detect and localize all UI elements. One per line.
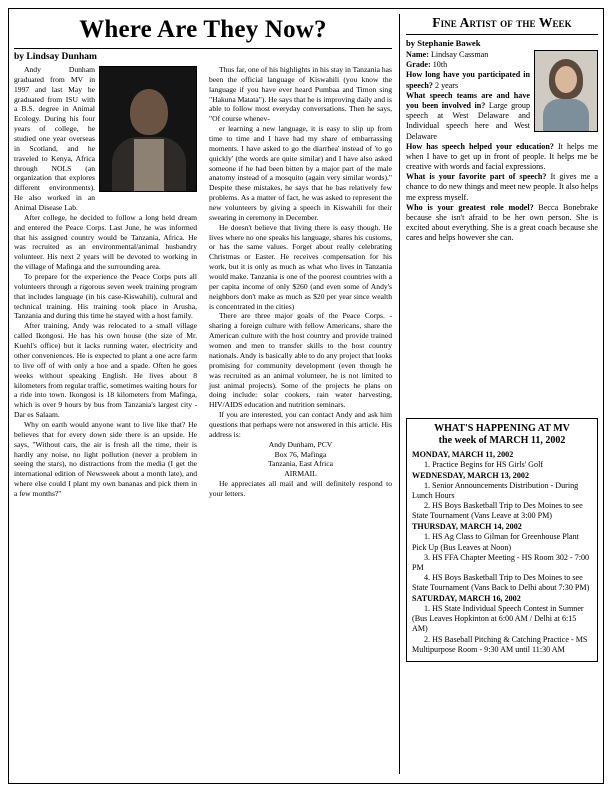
event-day-heading: MONDAY, MARCH 11, 2002 — [412, 449, 514, 459]
events-box — [406, 418, 598, 662]
main-article — [14, 14, 392, 774]
photo-shirt-shape — [134, 139, 164, 192]
article-photo — [99, 66, 197, 192]
artist-answer: Large group speech at West Delaware and Individual speech here and West Delaware — [406, 100, 530, 141]
artist-question: Grade: — [406, 60, 431, 70]
event-item: 1. HS Ag Class to Gilman for Greenhouse Plant Pick Up (Bus Leaves at Noon) — [412, 532, 579, 552]
artist-answer: 10th — [430, 60, 448, 70]
article-paragraph: After training, Andy was relocated to a small village called Ikongosi. He has his own house (the size of Mr. Kuehl's office) but it lacks running water, electricity and other conveniences. He is expected to plant a one acre farm to live off of with only a hoe and a spade. Often he goes weeks without speaking English. He lives about 8 kilometers from regular traffic, sometimes waiting hours for a ride into town. Ikongosi is 18 kilometers from Mafinga, which is over 9 hours by bus from Tanzania's largest city - Dar es Salaam. — [14, 321, 197, 420]
sidebar — [406, 14, 598, 774]
event-item: 1. Senior Announcements Distribution - During Lunch Hours — [412, 480, 579, 501]
artist-question: Who is your greatest role model? — [406, 202, 534, 212]
photo-face-shape — [130, 89, 168, 135]
event-day-heading: THURSDAY, MARCH 14, 2002 — [412, 522, 522, 532]
artist-title-divider — [406, 34, 598, 35]
artist-answer: 2 years — [432, 80, 459, 90]
article-paragraph: If you are interested, you can contact Andy and ask him questions that perhaps were not answered in this article. His address is: — [209, 410, 392, 439]
artist-photo-body-shape — [543, 99, 589, 132]
artist-section-title: Fine Artist of the Week — [432, 15, 572, 30]
artist-question: Name: — [406, 50, 429, 59]
event-day-heading: SATURDAY, MARCH 16, 2002 — [412, 594, 521, 604]
column-divider — [399, 14, 400, 774]
page-title: Where Are They Now? — [79, 16, 327, 43]
artist-qa-item — [406, 142, 598, 173]
address-line: Andy Dunham, PCV — [268, 439, 333, 449]
address-line: Tanzania, East Africa — [267, 459, 334, 469]
article-closing: He appreciates all mail and will definitely respond to your letters. — [209, 479, 392, 498]
artist-photo-face-shape — [555, 66, 577, 93]
event-item: 2. HS Baseball Pitching & Catching Practice - MS Multipurpose Room - 9:30 AM until 11:30 AM — [412, 634, 588, 654]
artist-answer: It helps me when I have to get up in front of people. It helps me be creative with words and facial expressions. — [406, 141, 598, 172]
artist-question: How long have you participated in speech? — [406, 70, 530, 90]
event-item: 2. HS Boys Basketball Trip to Des Moines to see State Tournament (Vans Leave at 3:00 PM) — [412, 501, 583, 521]
artist-byline: by Stephanie Bawek — [406, 38, 481, 48]
article-body — [14, 65, 392, 499]
article-paragraph: He doesn't believe that living there is easy though. He lives where no one speaks his language, shares his customs, or has the same values. Forget about really celebrating Christmas or Easter. He receives compensation for his work, but it is only as much as what who lives in Tanzania would make. Tanzania is one of the poorest countries with a per capita income of only $260 (and even some of Andy's neighbors don't make as much as $20 per year since wealth is concentrated in the cities) — [209, 222, 392, 311]
article-paragraph: er learning a new language, it is easy to slip up from time to time and I have had my share of embarrassing moments. I have asked to go the diarrhea' instead of 'to go quickly' (the words are quite similar) and I have also asked someone if he had been bitten by a major part of the male anatomy instead of a mosquito (again very similar words)." Despite these mistakes, he says that he has relatively few problems. As a matter of fact, he was asked to represent the new volunteers by giving a speech in Kiswahili for their swearing in ceremony in December. — [209, 124, 392, 222]
artist-question: What speech teams are and have you been involved in? — [406, 90, 530, 110]
article-paragraph: Thus far, one of his highlights in his stay in Tanzania has been the official language of Kiswahili (you know the language if you have ever heard Pumbaa and Timon sing "Hakuna Matata"). He says that he is improving daily and is able to follow most everyday conversations. Then he says, "Of course whenev- — [209, 65, 392, 124]
artist-answer: Becca Bonebrake because she isn't afraid to be her own person. She is excited about everything. She is a great coach because she cares and helps however she can. — [406, 202, 598, 243]
address-line: AIRMAIL — [284, 469, 317, 479]
article-paragraph: To prepare for the experience the Peace Corps puts all volunteers through a rigorous seven week training program that includes language (in his case-Kiswahili), cultural and technical training. His training took place in Arusha, Tanzania and during this time he stayed with a host family. — [14, 272, 197, 321]
article-byline: by Lindsay Dunham — [14, 52, 97, 62]
artist-question: How has speech helped your education? — [406, 141, 554, 151]
event-item: 1. HS State Individual Speech Contest in Sumner (Bus Leaves Hopkinton at 6:00 AM / Delhi at 6:15 AM) — [412, 604, 584, 634]
article-paragraph: Andy Dunham graduated from MV in 1997 and last May he graduated from ISU with a B.S. degree in Animal Ecology. During his four years of college, he studied one year overseas in Scotland, and he traveled to Kenya, Africa through NOLS (an organization that explores different environments). He also worked in an Animal Disease Lab. — [14, 65, 95, 213]
artist-photo — [534, 50, 598, 132]
page-content — [14, 14, 598, 778]
article-paragraph: Why on earth would anyone want to live like that? He believes that for every down side there is an upside. He says, "Without cars, the air is fresh all the time, their is hardly any noise, no light pollution (never a problem in seeing the stars), no distractions from the media (I get the international edition of Newsweek about a month late), and where else could I plant my own bananas and pick them in a few months?" — [14, 419, 197, 498]
headline-divider — [14, 48, 392, 49]
artist-answer: It gives me a chance to do new things and meet new people. It also helps me express myself. — [406, 172, 599, 202]
event-item: 1. Practice Begins for HS Girls' Golf — [424, 459, 544, 469]
artist-qa-list — [406, 50, 598, 244]
event-day-heading: WEDNESDAY, MARCH 13, 2002 — [412, 470, 529, 480]
artist-answer: Lindsay Cassman — [428, 50, 489, 59]
events-title — [412, 423, 592, 447]
artist-qa-item — [406, 172, 598, 203]
address-line: Box 76, Mafinga — [274, 449, 327, 459]
events-title-line2: the week of MARCH 11, 2002 — [438, 434, 566, 446]
artist-qa-item — [406, 203, 598, 244]
event-item: 4. HS Boys Basketball Trip to Des Moines to see State Tournament (Vans Back to Delhi about 7:30 PM) — [412, 572, 590, 593]
events-list — [412, 450, 592, 655]
artist-question: What is your favorite part of speech? — [406, 172, 547, 182]
article-paragraph: After college, he decided to follow a long held dream and entered the Peace Corps. Last June, he was informed that his assigned country would be Tanzania, Africa. He was recruited as an environmental/animal husbandry volunteer. His next 2 years will be devoted to working in the village of Mafinga and the surrounding area. — [14, 212, 197, 272]
events-title-line1: WHAT'S HAPPENING AT MV — [434, 423, 570, 434]
event-item: 3. HS FFA Chapter Meeting - HS Room 302 - 7:00 PM — [412, 552, 590, 572]
article-paragraph: There are three major goals of the Peace Corps. - sharing a foreign culture with fellow Americans, share the American culture with the host country and provide trained women and men to transfer skills to the host country nationals. Andy is basically able to do any project that looks promising for community development (even though he was recruited as an animal volunteer, he is not limited to just animal projects). Some of the projects he plans on doing include: solar cookers, rain water harvesting, HIV/AIDS education and nutrition seminars. — [209, 311, 392, 410]
